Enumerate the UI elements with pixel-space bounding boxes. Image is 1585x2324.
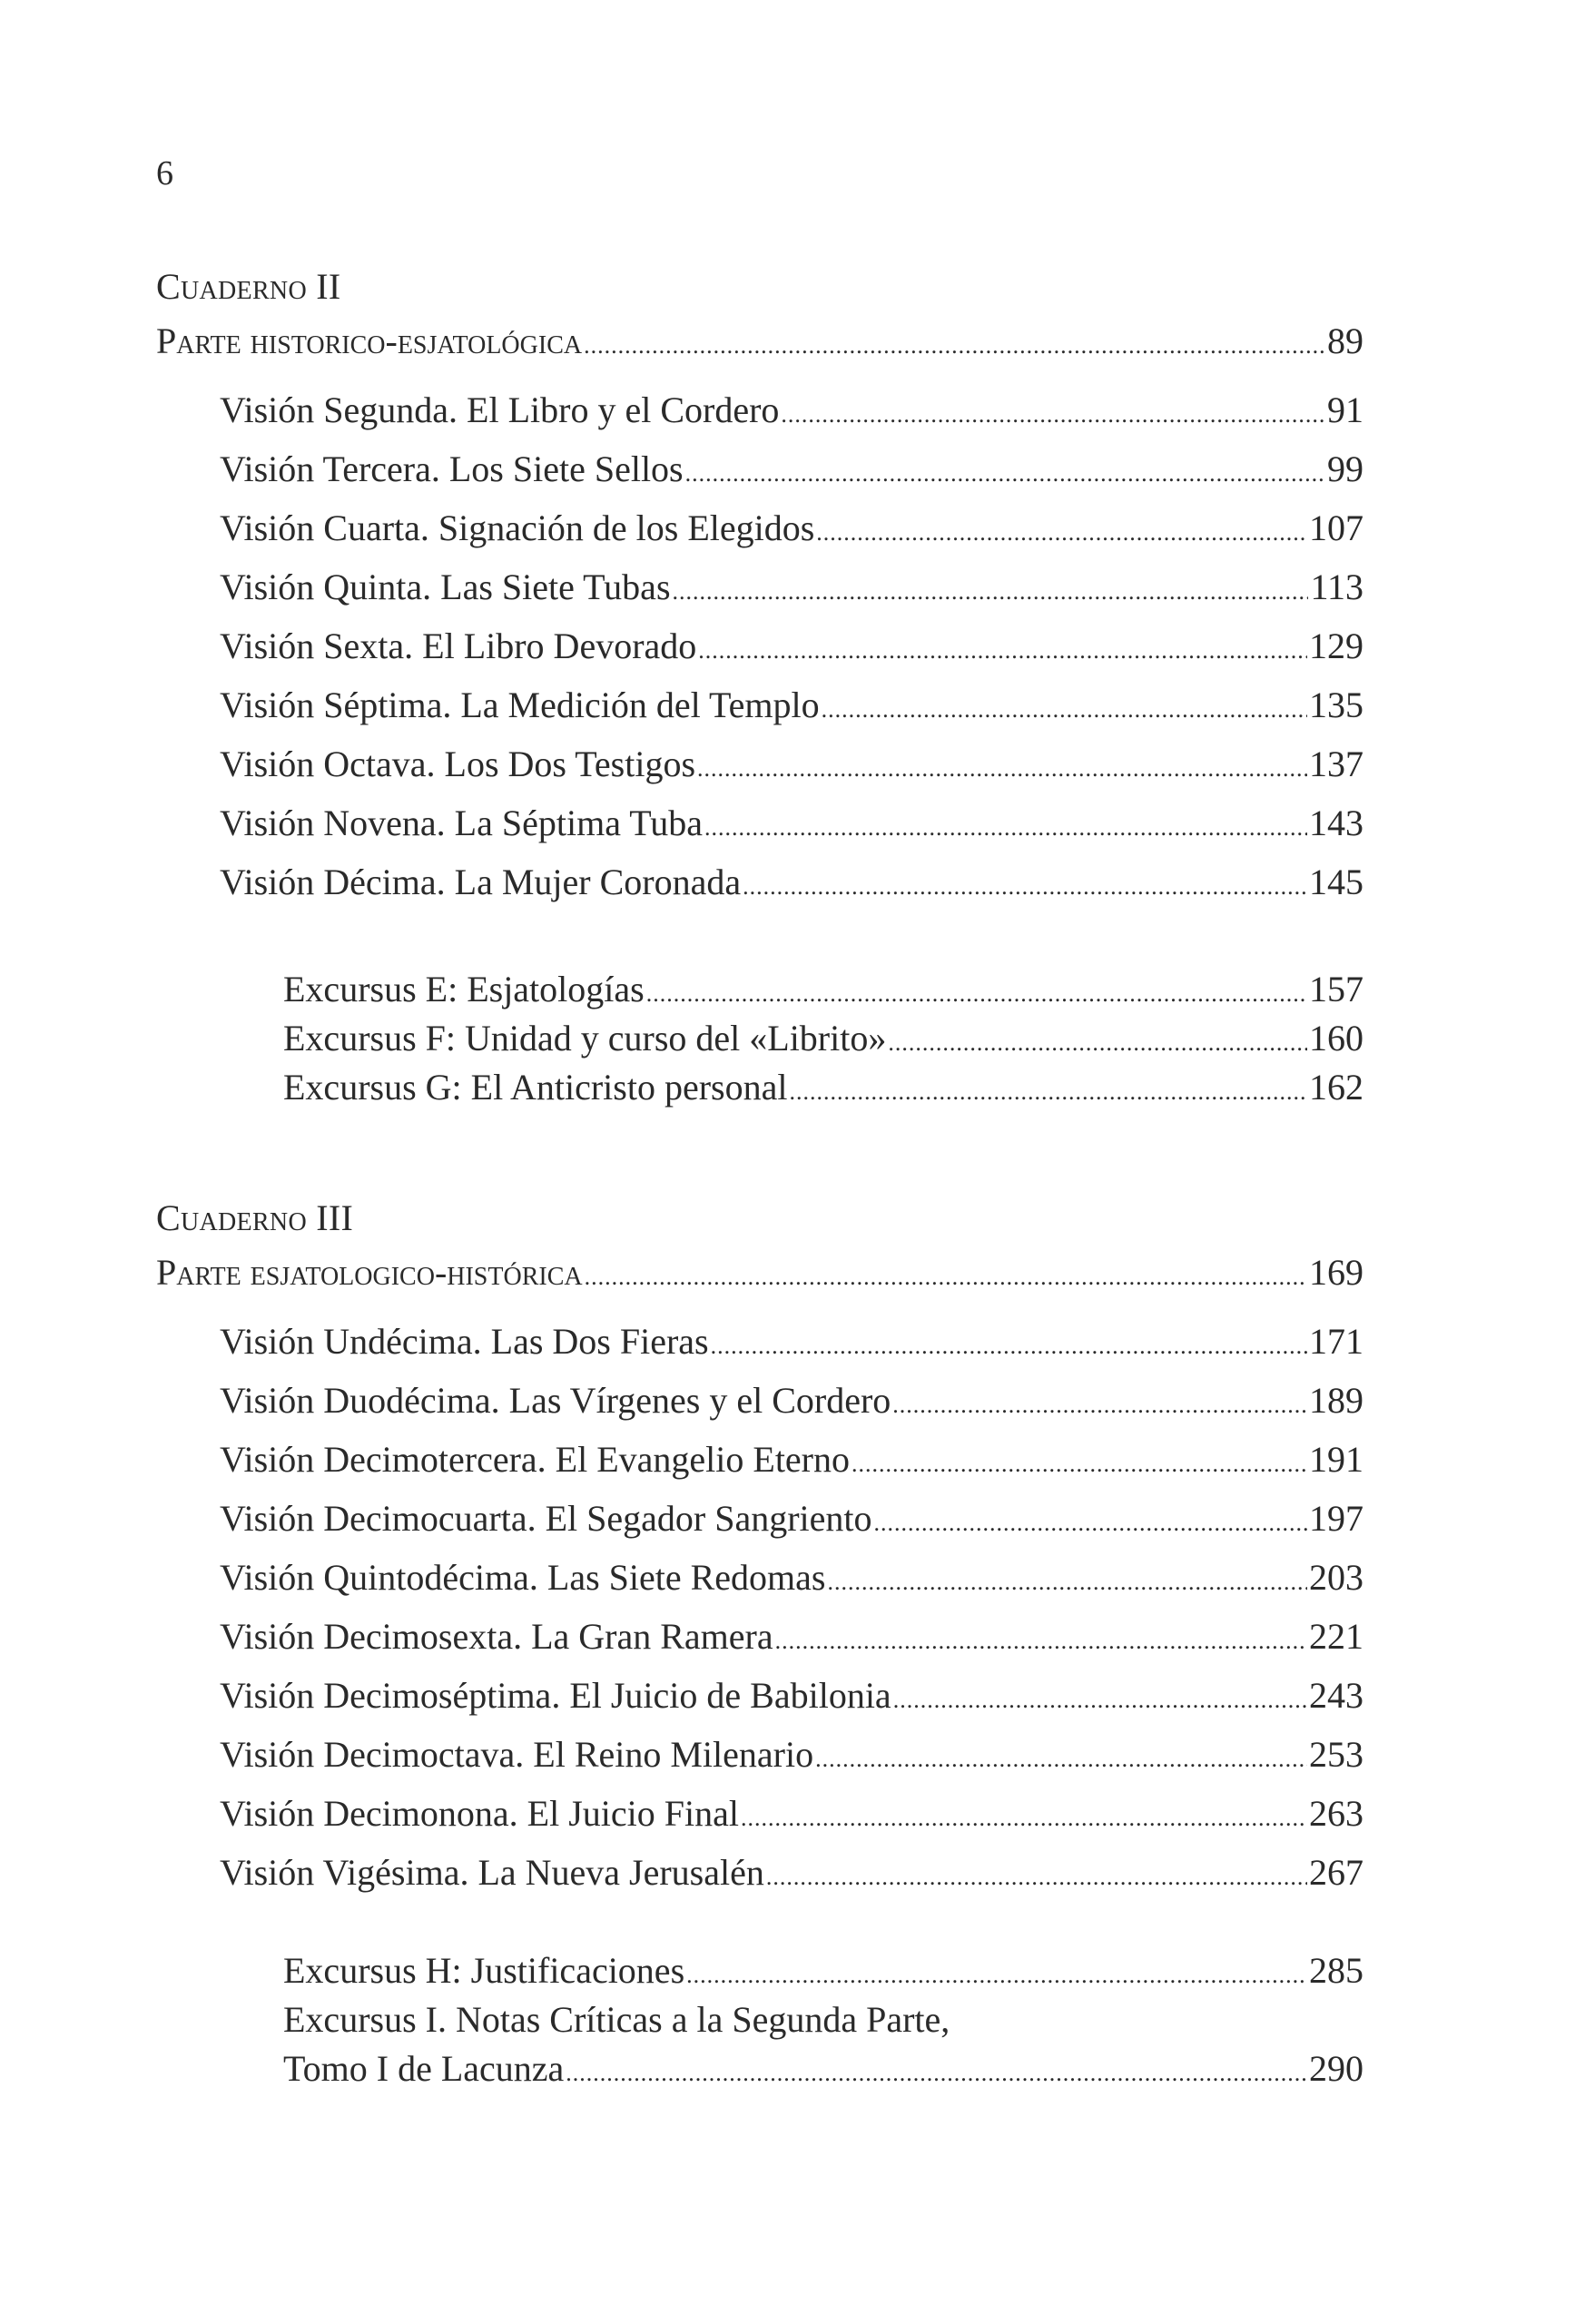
toc-entry-page: 145: [1309, 862, 1363, 902]
toc-entry: [156, 448, 1363, 489]
dot-leader: [827, 1560, 1307, 1596]
toc-entry-parte-esjatologico: [156, 1252, 1363, 1293]
toc-entry: [156, 2048, 1363, 2089]
toc-entry-page: 162: [1309, 1067, 1363, 1108]
toc-entry: [156, 1020, 1363, 1057]
toc-entry-page: 189: [1309, 1380, 1363, 1421]
toc-entry-label: Excursus F: Unidad y curso del «Librito»: [283, 1018, 887, 1059]
dot-leader: [673, 569, 1309, 606]
toc-entry-page: 243: [1309, 1675, 1363, 1716]
toc-entry: [156, 743, 1363, 784]
toc-entry: [156, 1616, 1363, 1657]
toc-entry-label: Excursus E: Esjatologías: [283, 969, 645, 1009]
dot-leader: [711, 1324, 1307, 1360]
toc-entry-page: 99: [1327, 448, 1363, 489]
dot-leader: [789, 1069, 1307, 1106]
dot-leader: [585, 1255, 1307, 1291]
toc-entry-page: 143: [1309, 803, 1363, 843]
toc-entry: [156, 507, 1363, 548]
toc-entry-page: 137: [1309, 743, 1363, 784]
toc-entry-label: Visión Quintodécima. Las Siete Redomas: [220, 1557, 826, 1598]
toc-entry-page: 135: [1309, 684, 1363, 725]
toc-entry: [156, 1439, 1363, 1480]
dot-leader: [766, 1855, 1307, 1891]
toc-entry-label: Visión Decimocuarta. El Segador Sangriento: [220, 1498, 872, 1539]
dot-leader: [874, 1501, 1307, 1537]
toc-entry-page: 221: [1309, 1616, 1363, 1657]
toc-entry-label: Visión Decimoctava. El Reino Milenario: [220, 1734, 814, 1775]
toc-entry: [156, 1321, 1363, 1362]
page-number: 6: [156, 154, 173, 192]
toc-entry: [156, 1380, 1363, 1421]
dot-leader: [892, 1383, 1307, 1419]
toc-entry: [156, 1852, 1363, 1893]
toc-entry: [156, 625, 1363, 666]
dot-leader: [584, 323, 1325, 359]
excursus-list: [156, 971, 1363, 1106]
toc-entry-page: 263: [1309, 1793, 1363, 1834]
toc-entry-page: 191: [1309, 1439, 1363, 1480]
dot-leader: [852, 1442, 1307, 1478]
toc-entry-label-line1: Excursus I. Notas Críticas a la Segunda Parte,: [283, 1999, 950, 2040]
toc-entry: [156, 1950, 1363, 1991]
toc-entry-label: Visión Duodécima. Las Vírgenes y el Cordero: [220, 1380, 891, 1421]
toc-entry-label: Visión Cuarta. Signación de los Elegidos: [220, 507, 815, 548]
toc-entry-page: 113: [1310, 566, 1363, 607]
toc-entry: [156, 566, 1363, 607]
vision-list: [156, 389, 1363, 902]
toc-entry-parte-historico: [156, 320, 1363, 361]
toc-entry-label: Parte historico-esjatológica: [156, 320, 583, 361]
toc-entry-page: 197: [1309, 1498, 1363, 1539]
dot-leader: [704, 805, 1307, 842]
dot-leader: [686, 1953, 1307, 1989]
vision-list: [156, 1321, 1363, 1893]
toc-entry-label: Visión Quinta. Las Siete Tubas: [220, 566, 671, 607]
dot-leader: [822, 687, 1307, 724]
toc-entry-label: Visión Décima. La Mujer Coronada: [220, 862, 742, 902]
cuaderno-iii-heading: Cuaderno III: [156, 1197, 354, 1238]
toc-entry-page: 171: [1309, 1321, 1363, 1362]
cuaderno-ii-section: [156, 266, 1363, 1108]
toc-entry-page: 253: [1309, 1734, 1363, 1775]
cuaderno-ii-heading: Cuaderno II: [156, 266, 341, 307]
dot-leader: [697, 746, 1307, 783]
toc-entry-page: 129: [1309, 625, 1363, 666]
toc-entry-page: 169: [1309, 1252, 1363, 1293]
toc-entry-page: 157: [1309, 969, 1363, 1009]
dot-leader: [566, 2051, 1307, 2087]
dot-leader: [815, 1737, 1307, 1773]
toc-entry-label: Visión Decimotercera. El Evangelio Eterno: [220, 1439, 851, 1480]
dot-leader: [893, 1678, 1307, 1714]
toc-entry-label: Excursus G: El Anticristo personal: [283, 1067, 788, 1108]
dot-leader: [775, 1619, 1307, 1655]
toc-entry-label: Visión Undécima. Las Dos Fieras: [220, 1321, 709, 1362]
dot-leader: [816, 510, 1307, 547]
dot-leader: [743, 864, 1307, 901]
toc-entry-label: Visión Decimonona. El Juicio Final: [220, 1793, 739, 1834]
toc-entry-page: 290: [1309, 2048, 1363, 2089]
toc-entry-label: Visión Decimosexta. La Gran Ramera: [220, 1616, 773, 1657]
toc-entry-page: 91: [1327, 389, 1363, 430]
toc-entry: [156, 684, 1363, 725]
toc-entry-label: Visión Vigésima. La Nueva Jerusalén: [220, 1852, 764, 1893]
toc-entry-label-line2: Tomo I de Lacunza: [283, 2048, 565, 2089]
toc-entry: [156, 1498, 1363, 1539]
toc-entry-page: 267: [1309, 1852, 1363, 1893]
dot-leader: [888, 1020, 1307, 1057]
toc-entry-page: 203: [1309, 1557, 1363, 1598]
toc-entry: [156, 1793, 1363, 1834]
cuaderno-iii-section: [156, 1197, 1363, 2089]
toc-entry: [156, 389, 1363, 430]
toc-entry-label: Visión Sexta. El Libro Devorado: [220, 625, 697, 666]
dot-leader: [685, 451, 1325, 487]
toc-entry-page: 107: [1309, 507, 1363, 548]
toc-entry: [156, 1069, 1363, 1106]
toc-entry: [156, 1675, 1363, 1716]
toc-entry-page: 89: [1327, 320, 1363, 361]
dot-leader: [781, 392, 1325, 428]
toc-entry: [156, 971, 1363, 1008]
excursus-list: [156, 1950, 1363, 2089]
toc-entry-label: Visión Decimoséptima. El Juicio de Babilonia: [220, 1675, 891, 1716]
toc-entry: [156, 805, 1363, 842]
toc-entry: [156, 864, 1363, 901]
dot-leader: [646, 971, 1307, 1008]
dot-leader: [698, 628, 1307, 665]
toc-entry-label: Visión Novena. La Séptima Tuba: [220, 803, 704, 843]
dot-leader: [741, 1796, 1307, 1832]
toc-entry-label: Excursus H: Justificaciones: [283, 1950, 685, 1991]
toc-entry: [156, 1734, 1363, 1775]
toc-entry: [156, 1557, 1363, 1598]
toc-entry-label: Visión Octava. Los Dos Testigos: [220, 743, 696, 784]
toc-entry-page: 285: [1309, 1950, 1363, 1991]
toc-entry-page: 160: [1309, 1018, 1363, 1059]
toc-entry-label: Parte esjatologico-histórica: [156, 1252, 583, 1293]
toc-entry-label: Visión Tercera. Los Siete Sellos: [220, 448, 684, 489]
toc-entry-label: Visión Segunda. El Libro y el Cordero: [220, 389, 780, 430]
toc-entry-label: Visión Séptima. La Medición del Templo: [220, 684, 820, 725]
